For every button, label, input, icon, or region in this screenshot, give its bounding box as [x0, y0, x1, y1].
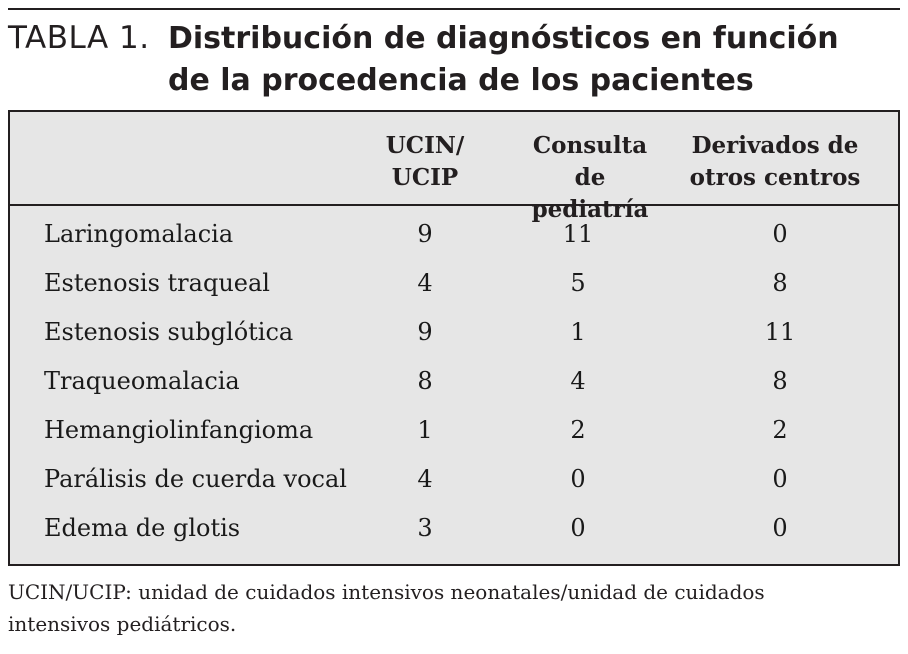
cell-consulta: 0 [570, 514, 586, 542]
footnote-line-1: UCIN/UCIP: unidad de cuidados intensivos neonatales/unidad de cuidados [8, 580, 765, 604]
cell-ucin-ucip: 4 [417, 269, 433, 297]
cell-ucin-ucip: 9 [417, 220, 433, 248]
cell-derivados: 0 [772, 220, 788, 248]
cell-derivados: 8 [772, 367, 788, 395]
cell-derivados: 2 [772, 416, 788, 444]
table-caption [168, 18, 868, 102]
table-header-row [10, 112, 898, 223]
cell-consulta: 4 [570, 367, 586, 395]
column-header-consulta-pediatria: Consulta de pediatría [531, 132, 649, 223]
row-label: Edema de glotis [44, 514, 241, 542]
table-row [10, 455, 898, 504]
footnote-line-2: intensivos pediátricos. [8, 612, 237, 636]
column-header-ucin-ucip: UCIN/ UCIP [385, 132, 465, 191]
cell-derivados: 11 [764, 318, 796, 346]
cell-ucin-ucip: 4 [417, 465, 433, 493]
cell-derivados: 0 [772, 465, 788, 493]
table-row [10, 210, 898, 259]
row-label: Hemangiolinfangioma [44, 416, 314, 444]
cell-ucin-ucip: 9 [417, 318, 433, 346]
row-label: Parálisis de cuerda vocal [44, 465, 347, 493]
row-label: Traqueomalacia [44, 367, 240, 395]
table-caption-line-1: Distribución de diagnósticos en función [168, 21, 839, 56]
cell-ucin-ucip: 1 [417, 416, 433, 444]
cell-consulta: 11 [562, 220, 594, 248]
cell-consulta: 0 [570, 465, 586, 493]
cell-consulta: 1 [570, 318, 586, 346]
row-label: Estenosis traqueal [44, 269, 270, 297]
cell-ucin-ucip: 8 [417, 367, 433, 395]
top-rule [8, 8, 900, 10]
row-label: Laringomalacia [44, 220, 234, 248]
table-row [10, 308, 898, 357]
table-row [10, 504, 898, 553]
table-row [10, 259, 898, 308]
table-row [10, 406, 898, 455]
table-caption-line-2: de la procedencia de los pacientes [168, 63, 754, 98]
table-row [10, 357, 898, 406]
cell-ucin-ucip: 3 [417, 514, 433, 542]
row-label: Estenosis subglótica [44, 318, 294, 346]
cell-derivados: 8 [772, 269, 788, 297]
column-header-derivados: Derivados de otros centros [689, 132, 861, 191]
table-number-label: TABLA 1. [8, 20, 150, 56]
table-footnote [8, 576, 888, 640]
data-table [8, 110, 900, 566]
cell-consulta: 2 [570, 416, 586, 444]
cell-consulta: 5 [570, 269, 586, 297]
cell-derivados: 0 [772, 514, 788, 542]
